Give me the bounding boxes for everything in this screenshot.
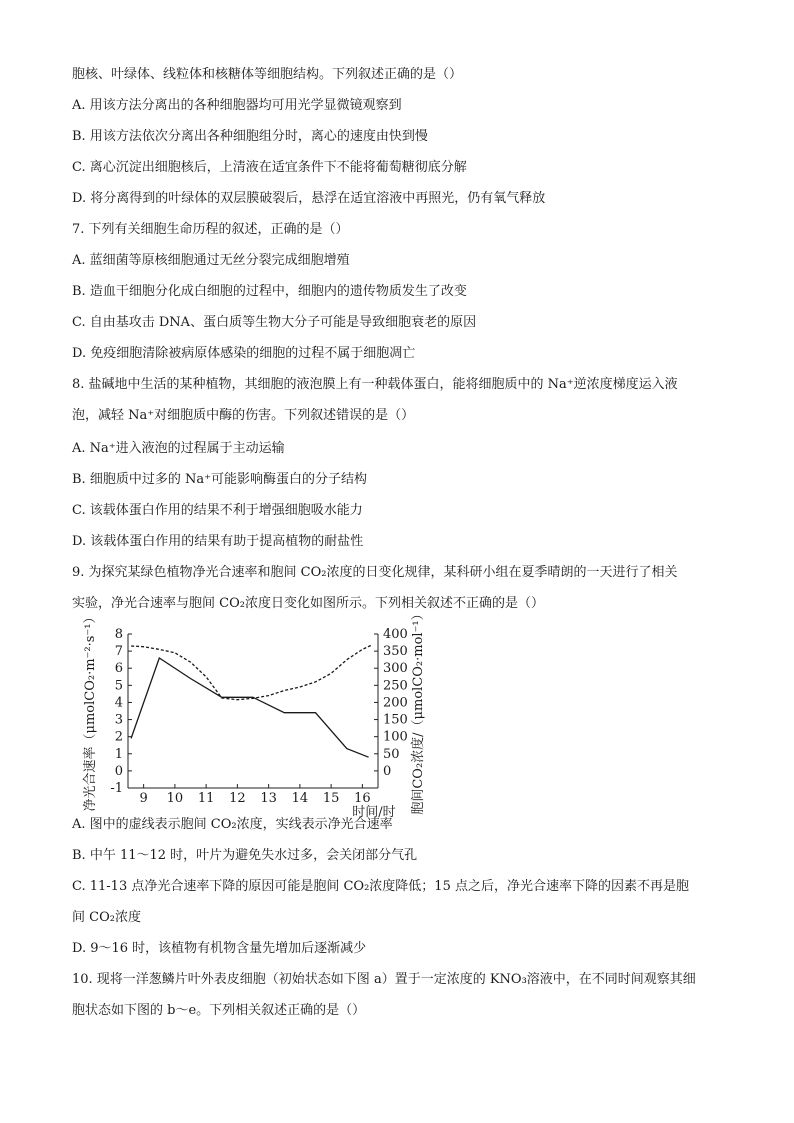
option-a-line: A. 图中的虚线表示胞间 CO₂浓度，实线表示净光合速率: [72, 817, 393, 832]
series-layer: [131, 645, 372, 757]
option-d-line: D. 该载体蛋白作用的结果有助于提高植物的耐盐性: [72, 534, 364, 549]
question-8-stem-cont: 泡，减轻 Na⁺对细胞质中酶的伤害。下列叙述错误的是（）: [72, 408, 415, 423]
text-line: 胞核、叶绿体、线粒体和核糖体等细胞结构。下列叙述正确的是（）: [72, 67, 463, 82]
option-b-line: B. 细胞质中过多的 Na⁺可能影响酶蛋白的分子结构: [72, 472, 367, 487]
option-b-line: B. 用该方法依次分离出各种细胞组分时，离心的速度由快到慢: [72, 129, 428, 144]
right-tick-label: 300: [383, 661, 408, 677]
left-tick-label: 0: [114, 763, 123, 779]
x-tick-label: 11: [197, 791, 215, 806]
option-c-line: C. 该载体蛋白作用的结果不利于增强细胞吸水能力: [72, 503, 363, 518]
left-tick-label: 4: [114, 695, 123, 711]
question-9-stem-cont: 实验，净光合速率与胞间 CO₂浓度日变化如图所示。下列相关叙述不正确的是（）: [72, 596, 544, 611]
left-tick-label: 6: [114, 661, 123, 677]
right-tick-label: 100: [383, 729, 408, 745]
question-9-stem: 9. 为探究某绿色植物净光合速率和胞间 CO₂浓度的日变化规律，某科研小组在夏季晴朗的一天进行了相关: [72, 565, 678, 580]
right-tick-label: 250: [383, 678, 408, 694]
x-tick-label: 16: [354, 791, 371, 806]
right-tick-label: 350: [383, 644, 408, 660]
option-b-line: B. 中午 11～12 时，叶片为避免失水过多，会关闭部分气孔: [72, 848, 418, 863]
right-tick-label: 200: [383, 695, 408, 711]
left-axis-title: 净光合速率（μmolCO₂·m⁻²·s⁻¹）: [83, 610, 98, 812]
x-axis-ticks: [139, 784, 370, 806]
left-tick-label: 5: [114, 678, 123, 694]
option-c-line: C. 自由基攻击 DNA、蛋白质等生物大分子可能是导致细胞衰老的原因: [72, 315, 477, 330]
left-tick-label: 1: [114, 746, 123, 762]
x-axis-title: 时间/时: [352, 805, 396, 820]
right-tick-label: 150: [383, 712, 408, 728]
x-tick-label: 14: [291, 791, 309, 806]
option-b-line: B. 造血干细胞分化成白细胞的过程中，细胞内的遗传物质发生了改变: [72, 284, 467, 299]
question-10-stem-cont: 胞状态如下图的 b～e。下列相关叙述正确的是（）: [72, 1003, 366, 1018]
x-tick-label: 10: [166, 791, 184, 806]
x-tick-label: 15: [322, 791, 340, 806]
chart-svg: [72, 607, 432, 820]
option-c-line-cont: 间 CO₂浓度: [72, 910, 141, 925]
left-tick-label: 3: [114, 712, 123, 728]
right-tick-label: 50: [383, 746, 400, 762]
option-a-line: A. 用该方法分离出的各种细胞器均可用光学显微镜观察到: [72, 98, 402, 113]
right-tick-label: 0: [383, 763, 392, 779]
co2-concentration-line: [131, 645, 372, 700]
left-tick-label: 2: [114, 729, 123, 745]
right-tick-label: 400: [383, 627, 408, 642]
option-d-line: D. 9～16 时，该植物有机物含量先增加后逐渐减少: [72, 941, 367, 956]
x-tick-label: 9: [139, 791, 148, 806]
question-7-stem: 7. 下列有关细胞生命历程的叙述，正确的是（）: [72, 222, 349, 237]
right-axis-ticks: [374, 627, 408, 779]
net-photosynthesis-line: [131, 658, 369, 757]
question-8-stem: 8. 盐碱地中生活的某种植物，其细胞的液泡膜上有一种载体蛋白，能将细胞质中的 Na⁺逆浓度梯度运入液: [72, 377, 678, 392]
right-axis-title: 胞间CO₂浓度/（μmolCO₂·mol⁻¹）: [411, 607, 426, 815]
option-a-line: A. Na⁺进入液泡的过程属于主动运输: [72, 441, 285, 456]
x-tick-label: 12: [229, 791, 246, 806]
option-c-line: C. 11-13 点净光合速率下降的原因可能是胞间 CO₂浓度降低；15 点之后，净光合速率下降的因素不再是胞: [72, 879, 689, 894]
option-a-line: A. 蓝细菌等原核细胞通过无丝分裂完成细胞增殖: [72, 253, 350, 268]
left-tick-label: 7: [114, 644, 123, 660]
question-10-stem: 10. 现将一洋葱鳞片叶外表皮细胞（初始状态如下图 a）置于一定浓度的 KNO₃溶液中，在不同时间观察其细: [72, 972, 696, 987]
left-axis-ticks: [110, 627, 132, 796]
net-photosynthesis-chart: [72, 607, 432, 820]
left-tick-label: -1: [110, 781, 123, 796]
option-d-line: D. 免疫细胞清除被病原体感染的细胞的过程不属于细胞凋亡: [72, 346, 416, 361]
x-tick-label: 13: [260, 791, 277, 806]
option-c-line: C. 离心沉淀出细胞核后，上清液在适宜条件下不能将葡萄糖彻底分解: [72, 160, 467, 175]
option-d-line: D. 将分离得到的叶绿体的双层膜破裂后，悬浮在适宜溶液中再照光，仍有氧气释放: [72, 191, 546, 206]
left-tick-label: 8: [114, 627, 123, 642]
chart-axes: [128, 634, 378, 788]
